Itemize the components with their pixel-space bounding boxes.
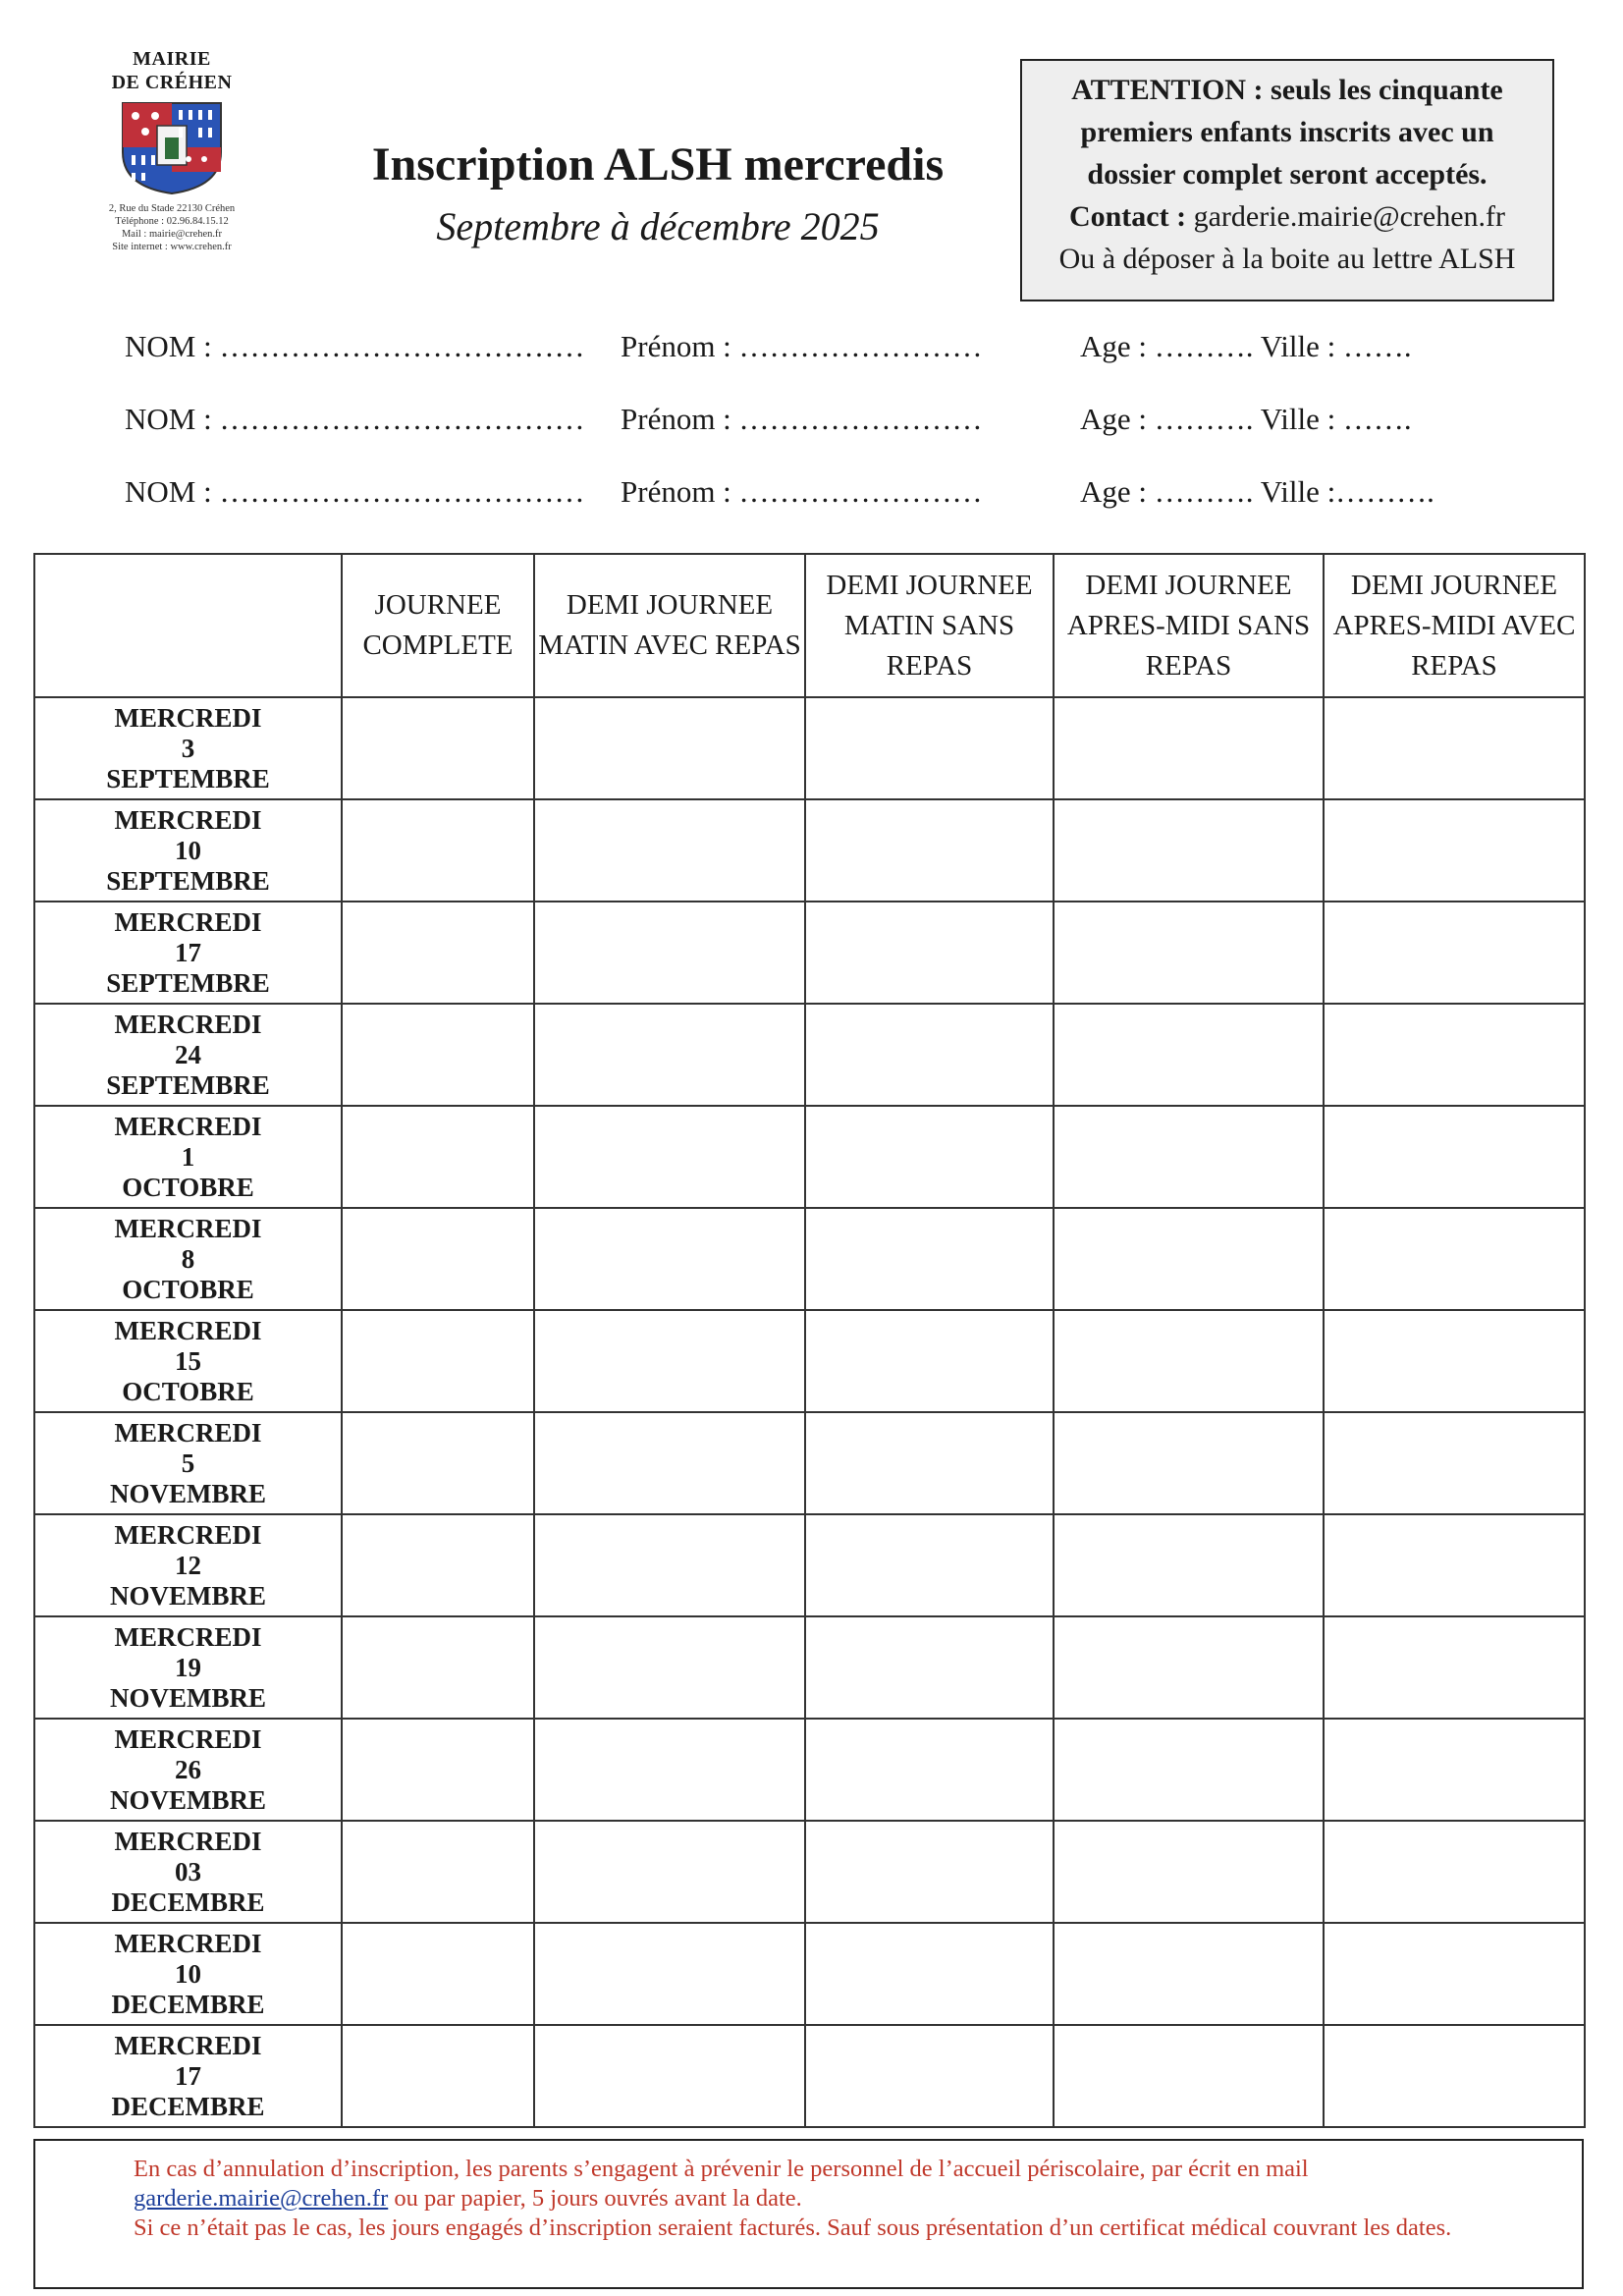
date-month: NOVEMBRE (109, 1478, 266, 1508)
date-month: SEPTEMBRE (106, 763, 270, 793)
table-row (34, 1412, 1585, 1514)
mairie-mail: Mail : mairie@crehen.fr (121, 229, 223, 240)
registration-table (33, 553, 1586, 2128)
date-num: 12 (175, 1550, 201, 1580)
checkbox-cell[interactable] (534, 1004, 805, 1106)
date-day: MERCREDI (114, 1723, 262, 1754)
checkbox-cell[interactable] (805, 1310, 1054, 1412)
table-row (34, 697, 1585, 799)
checkbox-cell[interactable] (1324, 1208, 1585, 1310)
date-day: MERCREDI (114, 1826, 262, 1856)
checkbox-cell[interactable] (342, 2025, 534, 2127)
date-num: 10 (175, 835, 201, 865)
checkbox-cell[interactable] (805, 1923, 1054, 2025)
table-row (34, 1514, 1585, 1616)
date-num: 03 (175, 1856, 201, 1886)
date-month: SEPTEMBRE (106, 967, 270, 998)
checkbox-cell[interactable] (1054, 902, 1324, 1004)
attention-text1: seuls les cinquante (1263, 74, 1503, 106)
page-title: Inscription ALSH mercredis (371, 138, 945, 191)
date-cell (34, 1004, 342, 1106)
date-cell (34, 1106, 342, 1208)
date-cell (34, 1616, 342, 1719)
checkbox-cell[interactable] (342, 1208, 534, 1310)
page-subtitle: Septembre à décembre 2025 (436, 204, 880, 248)
checkbox-cell[interactable] (534, 1719, 805, 1821)
checkbox-cell[interactable] (1054, 1310, 1324, 1412)
prenom-field[interactable]: Prénom : …………………… (621, 474, 983, 509)
note-line2 (134, 2184, 1562, 2214)
checkbox-cell[interactable] (534, 1412, 805, 1514)
checkbox-cell[interactable] (1324, 1004, 1585, 1106)
mairie-site: Site internet : www.crehen.fr (112, 242, 232, 252)
checkbox-cell[interactable] (342, 1412, 534, 1514)
checkbox-cell[interactable] (342, 1616, 534, 1719)
date-day: MERCREDI (114, 1621, 262, 1652)
coat-of-arms-icon (118, 98, 226, 196)
note-line1: En cas d’annulation d’inscription, les parents s’engagent à prévenir le personnel de l’accueil périscolaire, par écrit en mail (134, 2156, 1309, 2182)
checkbox-cell[interactable] (1054, 1412, 1324, 1514)
checkbox-cell[interactable] (1324, 2025, 1585, 2127)
checkbox-cell[interactable] (1054, 1616, 1324, 1719)
checkbox-cell[interactable] (534, 2025, 805, 2127)
checkbox-cell[interactable] (342, 1821, 534, 1923)
age-ville-field[interactable]: Age : ………. Ville :………. (1080, 474, 1434, 509)
attention-contact (1022, 195, 1552, 238)
checkbox-cell[interactable] (1054, 1106, 1324, 1208)
checkbox-cell[interactable] (534, 1821, 805, 1923)
table-row (34, 902, 1585, 1004)
checkbox-cell[interactable] (1324, 902, 1585, 1004)
checkbox-cell[interactable] (342, 1923, 534, 2025)
column-header: DEMI JOURNEE MATIN AVEC REPAS (534, 554, 805, 697)
checkbox-cell[interactable] (1324, 1412, 1585, 1514)
date-day: MERCREDI (114, 804, 262, 835)
checkbox-cell[interactable] (342, 1514, 534, 1616)
table-row (34, 1004, 1585, 1106)
checkbox-cell[interactable] (534, 902, 805, 1004)
table-header-row (34, 554, 1585, 697)
date-day: MERCREDI (114, 1009, 262, 1039)
date-cell (34, 1514, 342, 1616)
column-header: JOURNEE COMPLETE (342, 554, 534, 697)
checkbox-cell[interactable] (342, 697, 534, 799)
checkbox-cell[interactable] (534, 697, 805, 799)
checkbox-cell[interactable] (1054, 1208, 1324, 1310)
table-row (34, 2025, 1585, 2127)
age-ville-field[interactable]: Age : ………. Ville : ……. (1080, 329, 1412, 363)
date-cell (34, 697, 342, 799)
identity-line-2[interactable] (125, 400, 983, 439)
column-header: DEMI JOURNEE MATIN SANS REPAS (805, 554, 1054, 697)
date-num: 1 (181, 1141, 195, 1172)
date-day: MERCREDI (114, 702, 262, 733)
checkbox-cell[interactable] (1054, 1719, 1324, 1821)
checkbox-cell[interactable] (1324, 799, 1585, 902)
date-month: DECEMBRE (111, 1989, 265, 2019)
date-day: MERCREDI (114, 1315, 262, 1345)
title-block (324, 137, 992, 251)
mairie-line2: DE CRÉHEN (111, 72, 233, 93)
note-line3: Si ce n’était pas le cas, les jours engagés d’inscription seraient facturés. Sauf sous présentation d’un certificat médical couvrant les dates. (134, 2214, 1452, 2241)
table-row (34, 1923, 1585, 2025)
checkbox-cell[interactable] (342, 799, 534, 902)
header-empty-cell (34, 554, 342, 697)
checkbox-cell[interactable] (342, 1004, 534, 1106)
date-month: NOVEMBRE (109, 1784, 266, 1815)
date-num: 17 (175, 937, 201, 967)
column-header: DEMI JOURNEE APRES-MIDI AVEC REPAS (1324, 554, 1585, 697)
date-cell (34, 1821, 342, 1923)
date-month: OCTOBRE (122, 1376, 254, 1406)
checkbox-cell[interactable] (805, 1412, 1054, 1514)
checkbox-cell[interactable] (534, 1208, 805, 1310)
checkbox-cell[interactable] (534, 1923, 805, 2025)
checkbox-cell[interactable] (1324, 697, 1585, 799)
mairie-phone: Téléphone : 02.96.84.15.12 (115, 216, 229, 227)
attention-line2: premiers enfants inscrits avec un (1080, 116, 1494, 148)
date-month: SEPTEMBRE (106, 865, 270, 896)
nom-field[interactable]: NOM : ……………………………… (125, 329, 585, 363)
checkbox-cell[interactable] (1054, 799, 1324, 902)
attention-line3: dossier complet seront acceptés. (1087, 158, 1488, 191)
date-month: NOVEMBRE (109, 1580, 266, 1611)
cancellation-note (33, 2139, 1584, 2289)
age-ville-field[interactable]: Age : ………. Ville : ……. (1080, 402, 1412, 436)
table-row (34, 1719, 1585, 1821)
checkbox-cell[interactable] (1054, 1514, 1324, 1616)
attention-label: ATTENTION : (1071, 74, 1264, 106)
table-row (34, 799, 1585, 902)
checkbox-cell[interactable] (534, 1514, 805, 1616)
date-num: 8 (181, 1243, 195, 1274)
nom-field[interactable]: NOM : ……………………………… (125, 402, 585, 436)
date-month: NOVEMBRE (109, 1682, 266, 1713)
identity-line-1[interactable] (125, 327, 983, 366)
checkbox-cell[interactable] (1324, 1719, 1585, 1821)
date-cell (34, 799, 342, 902)
date-cell (34, 2025, 342, 2127)
date-cell (34, 1719, 342, 1821)
checkbox-cell[interactable] (342, 1310, 534, 1412)
attention-line1 (1022, 69, 1552, 111)
checkbox-cell[interactable] (1324, 1821, 1585, 1923)
checkbox-cell[interactable] (534, 799, 805, 902)
checkbox-cell[interactable] (1324, 1616, 1585, 1719)
checkbox-cell[interactable] (805, 902, 1054, 1004)
date-day: MERCREDI (114, 2030, 262, 2060)
mairie-header (69, 47, 275, 253)
checkbox-cell[interactable] (1324, 1106, 1585, 1208)
checkbox-cell[interactable] (534, 1616, 805, 1719)
date-day: MERCREDI (114, 1111, 262, 1141)
contact-email[interactable]: garderie.mairie@crehen.fr (1186, 200, 1506, 233)
checkbox-cell[interactable] (1054, 1923, 1324, 2025)
date-num: 15 (175, 1345, 201, 1376)
date-num: 3 (181, 733, 195, 763)
identity-line-3[interactable] (125, 472, 983, 512)
table-row (34, 1821, 1585, 1923)
checkbox-cell[interactable] (534, 1106, 805, 1208)
checkbox-cell[interactable] (342, 1719, 534, 1821)
date-num: 5 (181, 1448, 195, 1478)
checkbox-cell[interactable] (805, 697, 1054, 799)
date-num: 26 (175, 1754, 201, 1784)
checkbox-cell[interactable] (1054, 697, 1324, 799)
checkbox-cell[interactable] (1324, 1310, 1585, 1412)
attention-deposit: Ou à déposer à la boite au lettre ALSH (1058, 243, 1516, 275)
checkbox-cell[interactable] (805, 1514, 1054, 1616)
date-day: MERCREDI (114, 906, 262, 937)
column-header: DEMI JOURNEE APRES-MIDI SANS REPAS (1054, 554, 1324, 697)
note-email-link[interactable]: garderie.mairie@crehen.fr (134, 2185, 389, 2212)
date-month: SEPTEMBRE (106, 1069, 270, 1100)
prenom-field[interactable]: Prénom : …………………… (621, 329, 983, 363)
checkbox-cell[interactable] (805, 2025, 1054, 2127)
checkbox-cell[interactable] (1054, 1821, 1324, 1923)
checkbox-cell[interactable] (805, 1004, 1054, 1106)
date-cell (34, 902, 342, 1004)
checkbox-cell[interactable] (805, 799, 1054, 902)
nom-field[interactable]: NOM : ……………………………… (125, 474, 585, 509)
checkbox-cell[interactable] (1054, 1004, 1324, 1106)
checkbox-cell[interactable] (805, 1821, 1054, 1923)
attention-box (1020, 59, 1554, 301)
table-row (34, 1106, 1585, 1208)
date-month: OCTOBRE (122, 1274, 254, 1304)
table-row (34, 1310, 1585, 1412)
date-cell (34, 1208, 342, 1310)
date-month: DECEMBRE (111, 2091, 265, 2121)
date-num: 17 (175, 2060, 201, 2091)
date-num: 10 (175, 1958, 201, 1989)
checkbox-cell[interactable] (342, 1106, 534, 1208)
date-day: MERCREDI (114, 1417, 262, 1448)
date-cell (34, 1923, 342, 2025)
contact-label: Contact : (1068, 200, 1187, 233)
table-row (34, 1208, 1585, 1310)
checkbox-cell[interactable] (534, 1310, 805, 1412)
date-day: MERCREDI (114, 1928, 262, 1958)
date-num: 24 (175, 1039, 201, 1069)
checkbox-cell[interactable] (805, 1106, 1054, 1208)
date-day: MERCREDI (114, 1213, 262, 1243)
checkbox-cell[interactable] (1324, 1514, 1585, 1616)
date-month: DECEMBRE (111, 1886, 265, 1917)
checkbox-cell[interactable] (1324, 1923, 1585, 2025)
checkbox-cell[interactable] (805, 1208, 1054, 1310)
date-month: OCTOBRE (122, 1172, 254, 1202)
date-num: 19 (175, 1652, 201, 1682)
prenom-field[interactable]: Prénom : …………………… (621, 402, 983, 436)
checkbox-cell[interactable] (805, 1719, 1054, 1821)
mairie-address: 2, Rue du Stade 22130 Créhen (108, 203, 236, 214)
date-day: MERCREDI (114, 1519, 262, 1550)
checkbox-cell[interactable] (1054, 2025, 1324, 2127)
note-line2-rest: ou par papier, 5 jours ouvrés avant la date. (388, 2185, 802, 2212)
mairie-line1: MAIRIE (133, 48, 211, 70)
checkbox-cell[interactable] (805, 1616, 1054, 1719)
checkbox-cell[interactable] (342, 902, 534, 1004)
date-cell (34, 1310, 342, 1412)
table-row (34, 1616, 1585, 1719)
date-cell (34, 1412, 342, 1514)
